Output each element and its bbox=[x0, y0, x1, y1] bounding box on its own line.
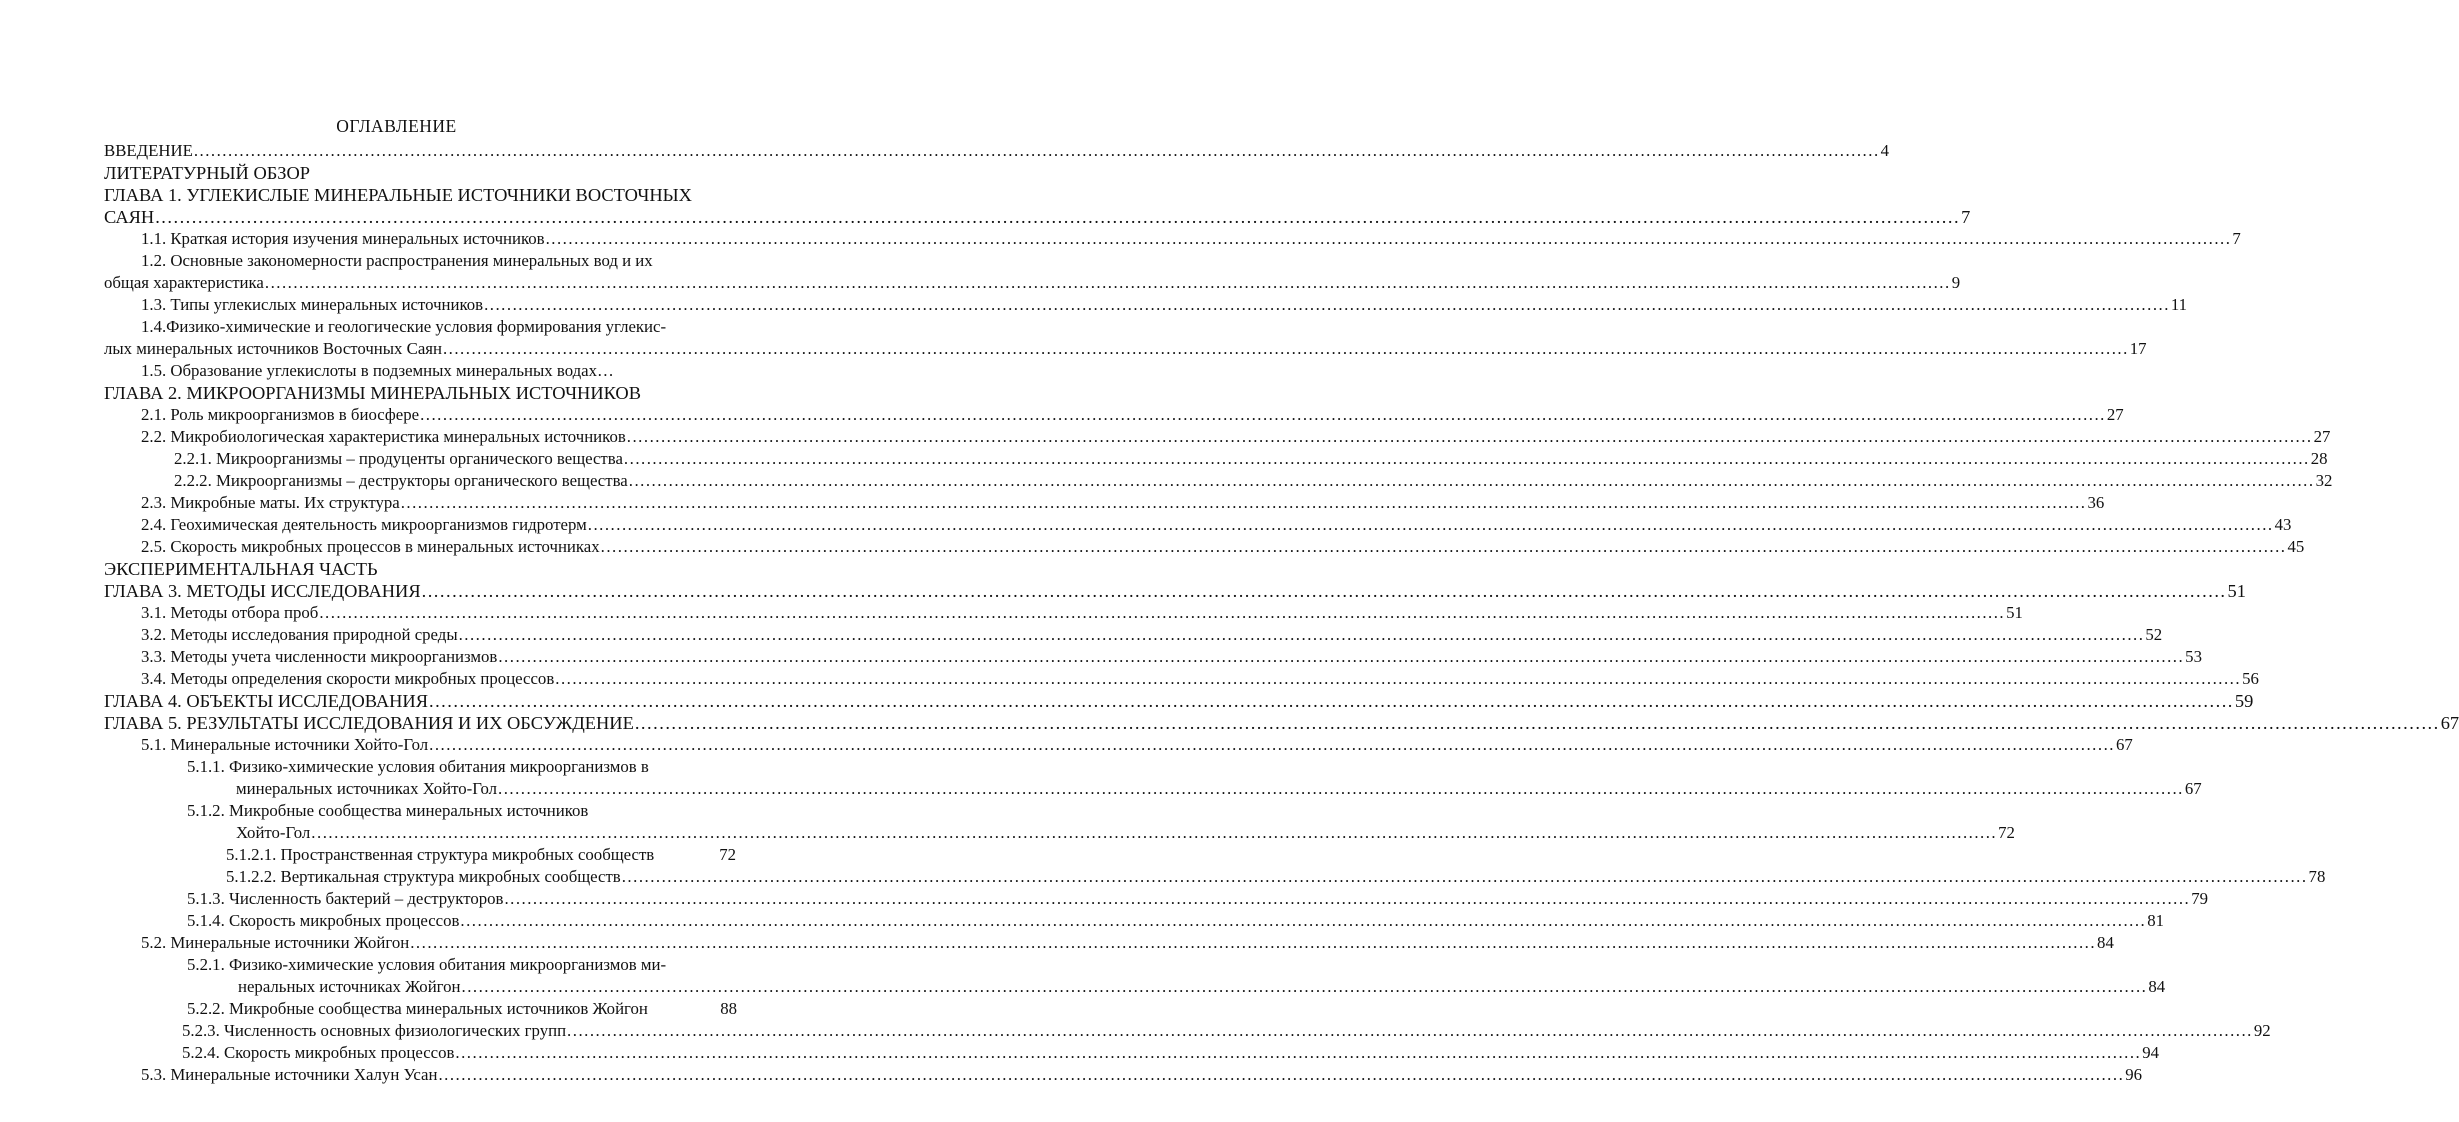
toc-entry[interactable] bbox=[104, 580, 2246, 602]
toc-entry-text: 1.1. Краткая история изучения минеральных источников bbox=[141, 229, 545, 248]
toc-entry-text: 5.1. Минеральные источники Хойто-Гол bbox=[141, 735, 429, 754]
toc-title: ОГЛАВЛЕНИЕ bbox=[336, 116, 457, 136]
toc-page-number: 51 bbox=[2227, 581, 2246, 601]
toc-entry[interactable] bbox=[141, 1064, 2143, 1086]
toc-page-number: 84 bbox=[2097, 933, 2114, 952]
toc-entry[interactable] bbox=[141, 734, 2133, 756]
toc-page-number: 52 bbox=[2145, 625, 2163, 644]
toc-entry[interactable] bbox=[226, 866, 2326, 888]
toc-entry-text: САЯН bbox=[104, 207, 155, 227]
dot-leader: ........................................................................................................................................................................................................................................................................................................ bbox=[600, 537, 2287, 556]
toc-line bbox=[0, 448, 2328, 470]
toc-line bbox=[0, 910, 2164, 932]
toc-page-number: 4 bbox=[1880, 141, 1890, 160]
toc-entry-text: 5.2.3. Численность основных физиологических групп bbox=[182, 1021, 567, 1040]
toc-page-number: 7 bbox=[2232, 229, 2241, 248]
toc-entry-text: 5.2.1. Физико-химические условия обитания микроорганизмов ми- bbox=[187, 955, 667, 974]
toc-page-number: 72 bbox=[1998, 823, 2015, 842]
toc-entry[interactable] bbox=[104, 206, 1971, 228]
toc-line bbox=[0, 580, 2246, 602]
toc-line bbox=[0, 470, 2333, 492]
dot-leader: ........................................................................................................................................................................................................................................................................................................ bbox=[155, 207, 1961, 227]
toc-line bbox=[0, 162, 793, 184]
dot-leader: ........................................................................................................................................................................................................................................................................................................ bbox=[311, 823, 1998, 842]
toc-page-number: 96 bbox=[2125, 1065, 2143, 1084]
toc-line bbox=[0, 272, 1961, 294]
toc-entry[interactable] bbox=[141, 294, 2188, 316]
toc-page-number: 56 bbox=[2242, 669, 2259, 688]
dot-leader: ........................................................................................................................................................................................................................................................................................................ bbox=[400, 493, 2087, 512]
toc-line bbox=[0, 778, 2202, 800]
dot-leader: ........................................................................................................................................................................................................................................................................................................ bbox=[458, 625, 2145, 644]
dot-leader: ........................................................................................................................................................................................................................................................................................................ bbox=[420, 405, 2106, 424]
toc-page-number: 17 bbox=[2129, 339, 2147, 358]
dot-leader: ........................................................................................................................................................................................................................................................................................................ bbox=[567, 1021, 2253, 1040]
dot-leader: ........................................................................................................................................................................................................................................................................................................ bbox=[498, 779, 2184, 798]
dot-leader: ........................................................................................................................................................................................................................................................................................................ bbox=[587, 515, 2274, 534]
toc-line bbox=[0, 206, 1971, 228]
toc-entry-text: ВВЕДЕНИЕ bbox=[104, 141, 193, 160]
toc-page-number: 43 bbox=[2274, 515, 2292, 534]
dot-leader: ........................................................................................................................................................................................................................................................................................................ bbox=[410, 933, 2097, 952]
dot-leader: ........................................................................................................................................................................................................................................................................................................ bbox=[460, 911, 2147, 930]
toc-entry-text: 1.3. Типы углекислых минеральных источников bbox=[141, 295, 484, 314]
toc-line bbox=[0, 734, 2133, 756]
toc-entry-text: 2.2. Микробиологическая характеристика минеральных источников bbox=[141, 427, 626, 446]
toc-line bbox=[0, 294, 2188, 316]
toc-page-number: 79 bbox=[2191, 889, 2209, 908]
toc-line bbox=[0, 1064, 2143, 1086]
toc-page-number: 59 bbox=[2234, 691, 2254, 711]
toc-line bbox=[0, 316, 793, 338]
toc-entry[interactable] bbox=[104, 690, 2254, 712]
toc-page-number: 67 bbox=[2440, 713, 2459, 733]
toc-entry[interactable] bbox=[104, 338, 2147, 360]
toc-entry-text: 3.3. Методы учета численности микроорганизмов bbox=[141, 647, 498, 666]
toc-entry[interactable] bbox=[141, 228, 2241, 250]
toc-page-number: 36 bbox=[2087, 493, 2105, 512]
toc-page-number: 11 bbox=[2170, 295, 2188, 314]
toc-page-number: 9 bbox=[1951, 273, 1961, 292]
toc-line bbox=[0, 800, 793, 822]
toc-line bbox=[0, 492, 2105, 514]
toc-entry[interactable] bbox=[187, 888, 2209, 910]
dot-leader: ........................................................................................................................................................................................................................................................................................................ bbox=[484, 295, 2170, 314]
dot-leader: ........................................................................................................................................................................................................................................................................................................ bbox=[504, 889, 2191, 908]
toc-line bbox=[0, 712, 2459, 734]
toc-line bbox=[0, 382, 793, 404]
toc-entry-text: минеральных источниках Хойто-Гол bbox=[236, 779, 498, 798]
toc-entry-text: 3.2. Методы исследования природной среды bbox=[141, 625, 458, 644]
toc-entry-text: 3.4. Методы определения скорости микробных процессов bbox=[141, 669, 555, 688]
toc-line bbox=[0, 932, 2114, 954]
toc-line bbox=[0, 646, 2202, 668]
dot-leader: ........................................................................................................................................................................................................................................................................................................ bbox=[545, 229, 2232, 248]
toc-page-number: 84 bbox=[2148, 977, 2166, 996]
dot-leader: ........................................................................................................................................................................................................................................................................................................ bbox=[555, 669, 2242, 688]
toc-page-number: 67 bbox=[2115, 735, 2133, 754]
toc-entry-text: 5.1.2.1. Пространственная структура микробных сообществ bbox=[226, 845, 655, 864]
toc-entry-text: общая характеристика bbox=[104, 273, 264, 292]
toc-entry[interactable] bbox=[141, 668, 2259, 690]
toc-entry[interactable] bbox=[236, 822, 2015, 844]
toc-page-number: 27 bbox=[2313, 427, 2331, 446]
toc-line bbox=[0, 866, 2326, 888]
toc-line bbox=[0, 756, 793, 778]
toc-line bbox=[0, 228, 2241, 250]
toc-entry[interactable] bbox=[174, 470, 2333, 492]
toc-entry-text: 1.4.Физико-химические и геологические условия формирования углекис- bbox=[141, 317, 667, 336]
dot-leader: ........................................................................................................................................................................................................................................................................................................ bbox=[428, 691, 2234, 711]
toc-entry[interactable] bbox=[141, 492, 2105, 514]
toc-entry-text: 2.1. Роль микроорганизмов в биосфере bbox=[141, 405, 420, 424]
dot-leader: ........................................................................................................................................................................................................................................................................................................ bbox=[621, 867, 2308, 886]
dot-leader: ........................................................................................................................................................................................................................................................................................................ bbox=[319, 603, 2006, 622]
toc-line bbox=[0, 514, 2292, 536]
toc-line bbox=[0, 404, 2124, 426]
toc-line bbox=[0, 1020, 2271, 1042]
toc-entry-text: 2.5. Скорость микробных процессов в минеральных источниках bbox=[141, 537, 600, 556]
toc-entry-text: 5.1.4. Скорость микробных процессов bbox=[187, 911, 460, 930]
toc-entry[interactable] bbox=[141, 624, 2163, 646]
toc-entry[interactable] bbox=[187, 998, 737, 1020]
dot-leader: ........................................................................................................................................................................................................................................................................................................ bbox=[628, 471, 2315, 490]
toc-page-number: 92 bbox=[2253, 1021, 2271, 1040]
toc-entry-text: 5.1.2.2. Вертикальная структура микробных сообществ bbox=[226, 867, 621, 886]
dot-leader bbox=[649, 998, 719, 1020]
toc-page-number: 27 bbox=[2106, 405, 2124, 424]
toc-entry[interactable] bbox=[141, 404, 2124, 426]
toc-line bbox=[0, 976, 2166, 998]
toc-line bbox=[0, 184, 793, 206]
toc-entry-text: 2.3. Микробные маты. Их структура bbox=[141, 493, 400, 512]
toc-line bbox=[0, 536, 2305, 558]
toc-line bbox=[0, 690, 2254, 712]
toc-line bbox=[0, 998, 793, 1020]
toc-line bbox=[0, 822, 2015, 844]
toc-page-number: 7 bbox=[1961, 207, 1971, 227]
toc-line bbox=[0, 338, 2147, 360]
toc-section-heading: ЛИТЕРАТУРНЫЙ ОБЗОР bbox=[104, 163, 311, 183]
toc-line bbox=[0, 602, 2023, 624]
toc-page-number: 81 bbox=[2147, 911, 2164, 930]
toc-entry[interactable] bbox=[236, 778, 2202, 800]
toc-entry-text: неральных источниках Жойгон bbox=[238, 977, 461, 996]
toc-entry-text: 1.2. Основные закономерности распространения минеральных вод и их bbox=[141, 251, 653, 270]
dot-leader: ........................................................................................................................................................................................................................................................................................................ bbox=[626, 427, 2313, 446]
toc-entry[interactable] bbox=[141, 602, 2023, 624]
toc-page-number: 88 bbox=[720, 999, 737, 1018]
toc-entry[interactable] bbox=[141, 426, 2331, 448]
toc-page-number: 67 bbox=[2184, 779, 2202, 798]
toc-entry[interactable] bbox=[104, 140, 1890, 162]
dot-leader: ........................................................................................................................................................................................................................................................................................................ bbox=[429, 735, 2115, 754]
dot-leader: ........................................................................................................................................................................................................................................................................................................ bbox=[442, 339, 2129, 358]
toc-page-number: 51 bbox=[2006, 603, 2023, 622]
dot-leader: ........................................................................................................................................................................................................................................................................................................ bbox=[461, 977, 2148, 996]
toc-entry-text: 1.5. Образование углекислоты в подземных минеральных водах… bbox=[141, 361, 614, 380]
toc-line bbox=[0, 954, 793, 976]
dot-leader: ........................................................................................................................................................................................................................................................................................................ bbox=[438, 1065, 2125, 1084]
toc-entry-text: Хойто-Гол bbox=[236, 823, 311, 842]
toc-page-number: 32 bbox=[2315, 471, 2333, 490]
toc-section-heading: ЭКСПЕРИМЕНТАЛЬНАЯ ЧАСТЬ bbox=[104, 559, 378, 579]
toc-entry-text: 5.1.1. Физико-химические условия обитания микроорганизмов в bbox=[187, 757, 649, 776]
toc-entry-text: 5.2.4. Скорость микробных процессов bbox=[182, 1043, 455, 1062]
toc-entry-text: 2.4. Геохимическая деятельность микроорганизмов гидротерм bbox=[141, 515, 587, 534]
dot-leader bbox=[655, 844, 718, 866]
dot-leader: ........................................................................................................................................................................................................................................................................................................ bbox=[193, 141, 1880, 160]
toc-entry[interactable] bbox=[182, 1020, 2271, 1042]
dot-leader: ........................................................................................................................................................................................................................................................................................................ bbox=[498, 647, 2185, 666]
toc-entry-text: 5.3. Минеральные источники Халун Усан bbox=[141, 1065, 438, 1084]
dot-leader: ........................................................................................................................................................................................................................................................................................................ bbox=[421, 581, 2227, 601]
dot-leader: ........................................................................................................................................................................................................................................................................................................ bbox=[264, 273, 1951, 292]
dot-leader: ........................................................................................................................................................................................................................................................................................................ bbox=[455, 1043, 2142, 1062]
toc-entry[interactable] bbox=[182, 1042, 2159, 1064]
toc-section-heading: ГЛАВА 2. МИКРООРГАНИЗМЫ МИНЕРАЛЬНЫХ ИСТОЧНИКОВ bbox=[104, 383, 641, 403]
toc-entry[interactable] bbox=[141, 514, 2292, 536]
toc-entry-text: 5.2. Минеральные источники Жойгон bbox=[141, 933, 410, 952]
toc-page-number: 45 bbox=[2287, 537, 2305, 556]
toc-line bbox=[0, 558, 793, 580]
toc-entry-text: 5.1.2. Микробные сообщества минеральных источников bbox=[187, 801, 589, 820]
toc-line bbox=[0, 888, 2209, 910]
toc-line bbox=[0, 140, 1890, 162]
toc-line bbox=[0, 624, 2163, 646]
toc-entry-text: ГЛАВА 3. МЕТОДЫ ИССЛЕДОВАНИЯ bbox=[104, 581, 421, 601]
toc-entry[interactable] bbox=[174, 448, 2328, 470]
toc-entry[interactable] bbox=[141, 932, 2114, 954]
toc-section-heading: ГЛАВА 1. УГЛЕКИСЛЫЕ МИНЕРАЛЬНЫЕ ИСТОЧНИКИ ВОСТОЧНЫХ bbox=[104, 185, 692, 205]
toc-line bbox=[0, 360, 793, 382]
toc-line bbox=[0, 844, 793, 866]
toc-entry[interactable] bbox=[187, 910, 2164, 932]
toc-entry[interactable] bbox=[141, 646, 2202, 668]
toc-entry[interactable] bbox=[238, 976, 2166, 998]
toc-page-number: 78 bbox=[2308, 867, 2326, 886]
toc-entry[interactable] bbox=[141, 536, 2305, 558]
toc-entry[interactable] bbox=[226, 844, 736, 866]
toc-entry-text: ГЛАВА 4. ОБЪЕКТЫ ИССЛЕДОВАНИЯ bbox=[104, 691, 428, 711]
dot-leader: ........................................................................................................................................................................................................................................................................................................ bbox=[623, 449, 2310, 468]
dot-leader: ........................................................................................................................................................................................................................................................................................................ bbox=[634, 713, 2440, 733]
toc-entry-text: 2.2.2. Микроорганизмы – деструкторы органического вещества bbox=[174, 471, 628, 490]
toc-page-number: 28 bbox=[2310, 449, 2328, 468]
toc-entry-text: 5.1.3. Численность бактерий – деструкторов bbox=[187, 889, 504, 908]
toc-line bbox=[0, 668, 2259, 690]
toc-entry[interactable] bbox=[104, 712, 2459, 734]
toc-page-number: 72 bbox=[719, 845, 736, 864]
toc-entry[interactable] bbox=[104, 272, 1961, 294]
toc-page-number: 53 bbox=[2185, 647, 2202, 666]
toc-line bbox=[0, 250, 793, 272]
toc-entry-text: лых минеральных источников Восточных Саян bbox=[104, 339, 442, 358]
toc-entry-text: 2.2.1. Микроорганизмы – продуценты органического вещества bbox=[174, 449, 623, 468]
toc-line bbox=[0, 426, 2331, 448]
toc-entry-text: 5.2.2. Микробные сообщества минеральных источников Жойгон bbox=[187, 999, 648, 1018]
toc-entry-text: 3.1. Методы отбора проб bbox=[141, 603, 319, 622]
toc-page-number: 94 bbox=[2142, 1043, 2159, 1062]
toc-entry-text: ГЛАВА 5. РЕЗУЛЬТАТЫ ИССЛЕДОВАНИЯ И ИХ ОБСУЖДЕНИЕ bbox=[104, 713, 634, 733]
toc-line bbox=[0, 1042, 2159, 1064]
